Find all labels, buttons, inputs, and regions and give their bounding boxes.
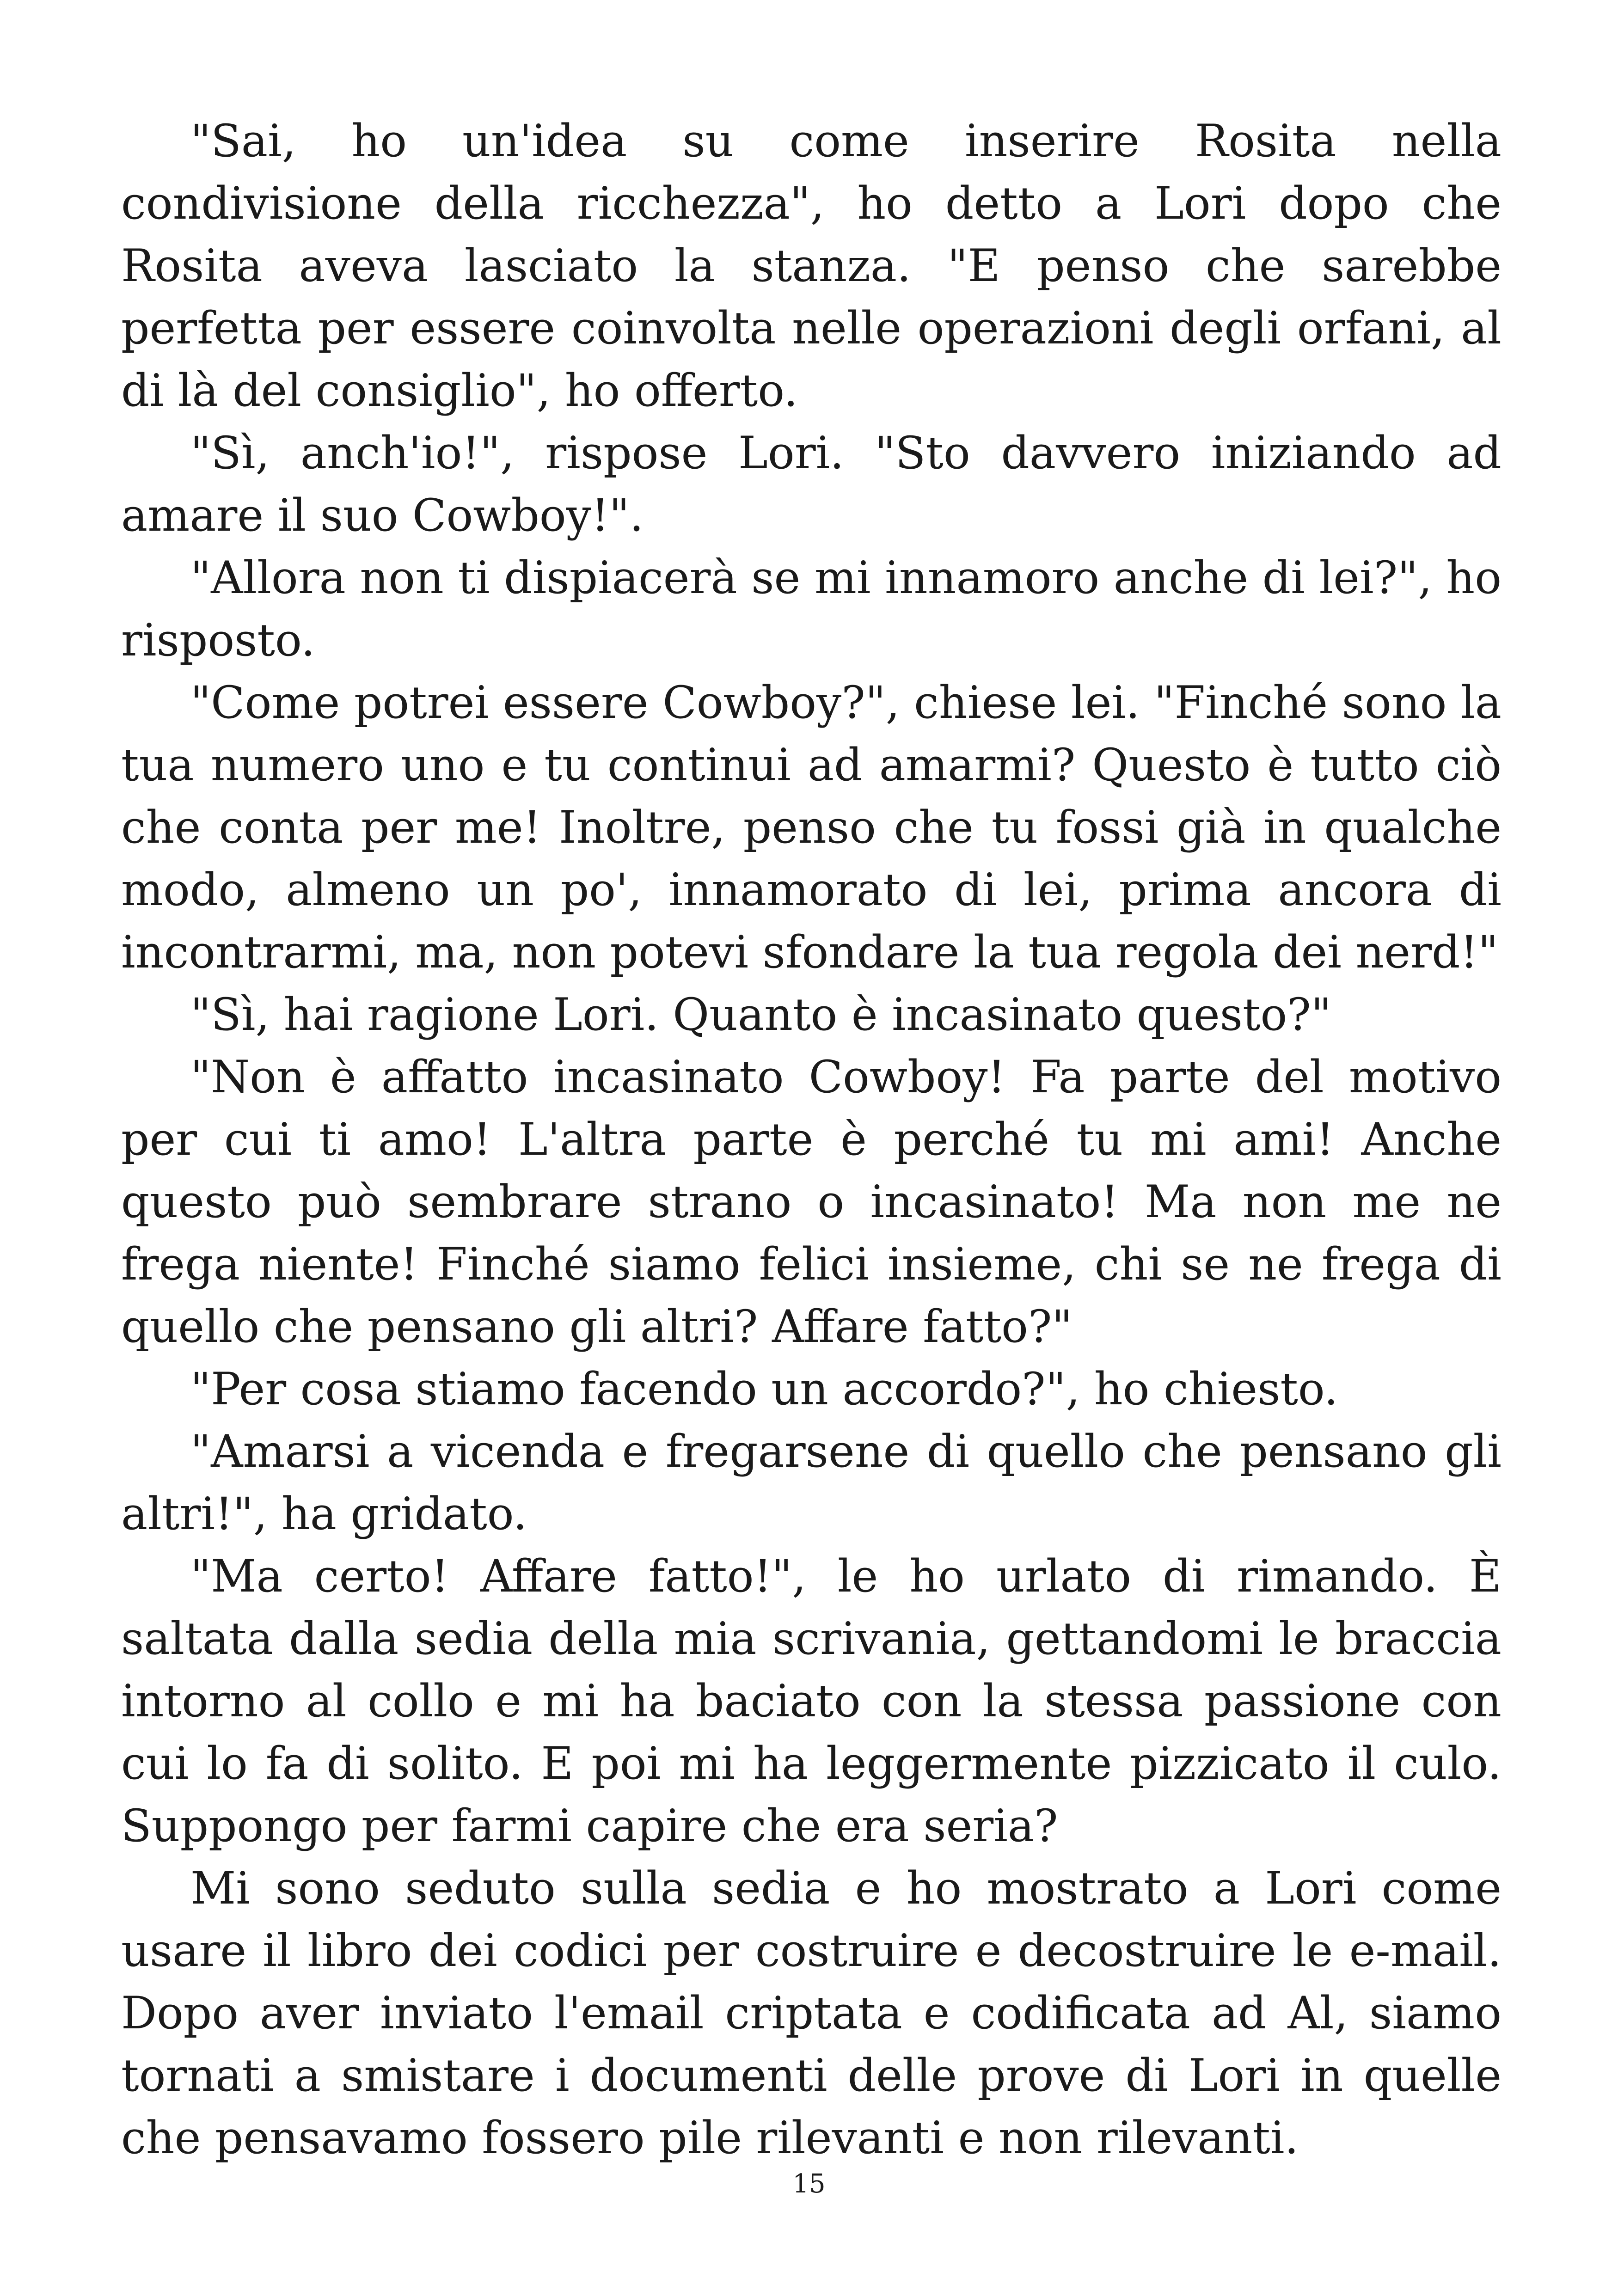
paragraph-10: Mi sono seduto sulla sedia e ho mostrato a Lori come usare il libro dei codici per costruire e decostruire le e-mail. Dopo aver inviato l'email criptata e codificata ad Al, siamo tornati a smistare i documenti delle prove di Lori in quelle che pensavamo fossero pile rilevanti e non rilevanti.: [121, 1862, 1502, 2164]
paragraph-8: "Amarsi a vicenda e fregarsene di quello che pensano gli altri!", ha gridato.: [121, 1426, 1502, 1540]
paragraph-3: "Allora non ti dispiacerà se mi innamoro anche di lei?", ho risposto.: [121, 552, 1502, 666]
paragraph-2: "Sì, anch'io!", rispose Lori. "Sto davvero iniziando ad amare il suo Cowboy!".: [121, 427, 1502, 541]
body-text: [121, 110, 1502, 2169]
page-number: 15: [792, 2169, 826, 2199]
paragraph-5: "Sì, hai ragione Lori. Quanto è incasinato questo?": [190, 989, 1331, 1041]
paragraph-1: "Sai, ho un'idea su come inserire Rosita nella condivisione della ricchezza", ho detto a Lori dopo che Rosita aveva lasciato la stanza. "E penso che sarebbe perfetta per essere coinvolta nelle operazioni degli orfani, al di là del consiglio", ho offerto.: [121, 115, 1502, 416]
paragraph-7: "Per cosa stiamo facendo un accordo?", ho chiesto.: [190, 1363, 1338, 1415]
paragraph-6: "Non è affatto incasinato Cowboy! Fa parte del motivo per cui ti amo! L'altra parte è perché tu mi ami! Anche questo può sembrare strano o incasinato! Ma non me ne frega niente! Finché siamo felici insieme, chi se ne frega di quello che pensano gli altri? Affare fatto?": [121, 1051, 1502, 1353]
paragraph-9: "Ma certo! Affare fatto!", le ho urlato di rimando. È saltata dalla sedia della mia scrivania, gettandomi le braccia intorno al collo e mi ha baciato con la stessa passione con cui lo fa di solito. E poi mi ha leggermente pizzicato il culo. Suppongo per farmi capire che era seria?: [121, 1550, 1502, 1852]
paragraph-4: "Come potrei essere Cowboy?", chiese lei. "Finché sono la tua numero uno e tu continui ad amarmi? Questo è tutto ciò che conta per me! Inoltre, penso che tu fossi già in qualche modo, almeno un po', innamorato di lei, prima ancora di incontrarmi, ma, non potevi sfondare la tua regola dei nerd!": [121, 677, 1502, 978]
